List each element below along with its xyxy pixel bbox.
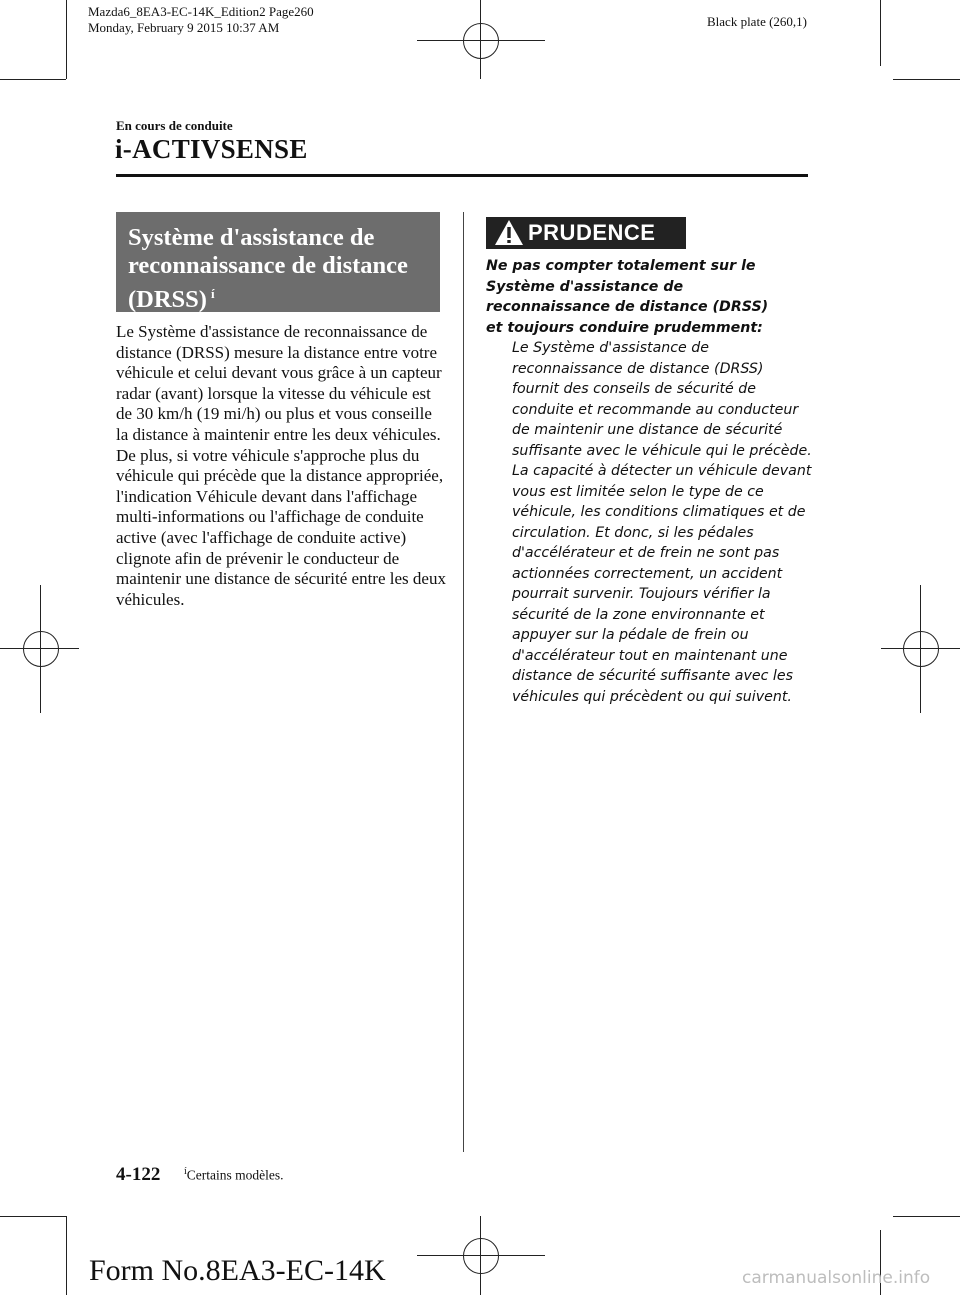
warning-icon	[494, 219, 524, 247]
section-title: Système d'assistance de reconnaissance de distance (DRSS) $^í$	[128, 224, 408, 314]
print-job-info	[88, 4, 314, 36]
form-number: Form No.8EA3-EC-14K	[89, 1254, 386, 1287]
header-rule	[116, 174, 808, 177]
plate-label: Black plate (260,1)	[707, 14, 807, 29]
chapter-title: En cours de conduite	[116, 118, 233, 133]
section-title-box	[116, 212, 440, 312]
page-number: 4-122	[116, 1164, 161, 1185]
caution-badge	[486, 217, 686, 249]
print-job-date: Monday, February 9 2015 10:37 AM	[88, 20, 280, 35]
column-divider	[463, 212, 464, 1152]
asterisk-icon: í	[184, 1166, 187, 1177]
section-body: Le Système d'assistance de reconnaissance de distance (DRSS) mesure la distance entre votre véhicule et celui devant vous grâce à un capteur radar (avant) lorsque la vitesse du véhicule est de 30 km/h (19 mi/h) ou plus et vous conseille la distance à maintenir entre les deux véhicules. De plus, si votre véhicule s'approche plus du véhicule qui précède que la distance appropriée, l'indication Véhicule devant dans l'affichage multi-informations ou l'affichage de conduite active (avec l'affichage de conduite active) clignote afin de prévenir le conducteur de maintenir une distance de sécurité entre les deux véhicules.	[116, 322, 446, 609]
caution-lead: Ne pas compter totalement sur le Système d'assistance de reconnaissance de distance (DRSS) et toujours conduire prudemment:	[486, 258, 769, 336]
caution-text: Le Système d'assistance de reconnaissance de distance (DRSS) fournit des conseils de sécurité de conduite et recommande au conducteur de maintenir une distance de sécurité suffisante avec le véhicule qui le précède. La capacité à détecter un véhicule devant vous est limitée selon le type de ce véhicule, les conditions climatiques et de circulation. Et donc, si les pédales d'accélérateur et de frein ne sont pas actionnées correctement, un accident pourrait survenir. Toujours vérifier la sécurité de la zone environnante et appuyer sur la pédale de frein ou d'accélérateur tout en maintenant une distance de sécurité suffisante avec les véhicules qui précèdent ou qui suivent.	[512, 340, 812, 705]
watermark: carmanualsonline.info	[742, 1268, 931, 1288]
footnote: $^í$Certains modèles.	[184, 1166, 284, 1183]
asterisk-icon: í	[210, 286, 215, 301]
section-header: i-ACTIVSENSE	[115, 134, 308, 164]
print-job-file: Mazda6_8EA3-EC-14K_Edition2 Page260	[88, 4, 314, 19]
caution-label: PRUDENCE	[528, 220, 656, 245]
